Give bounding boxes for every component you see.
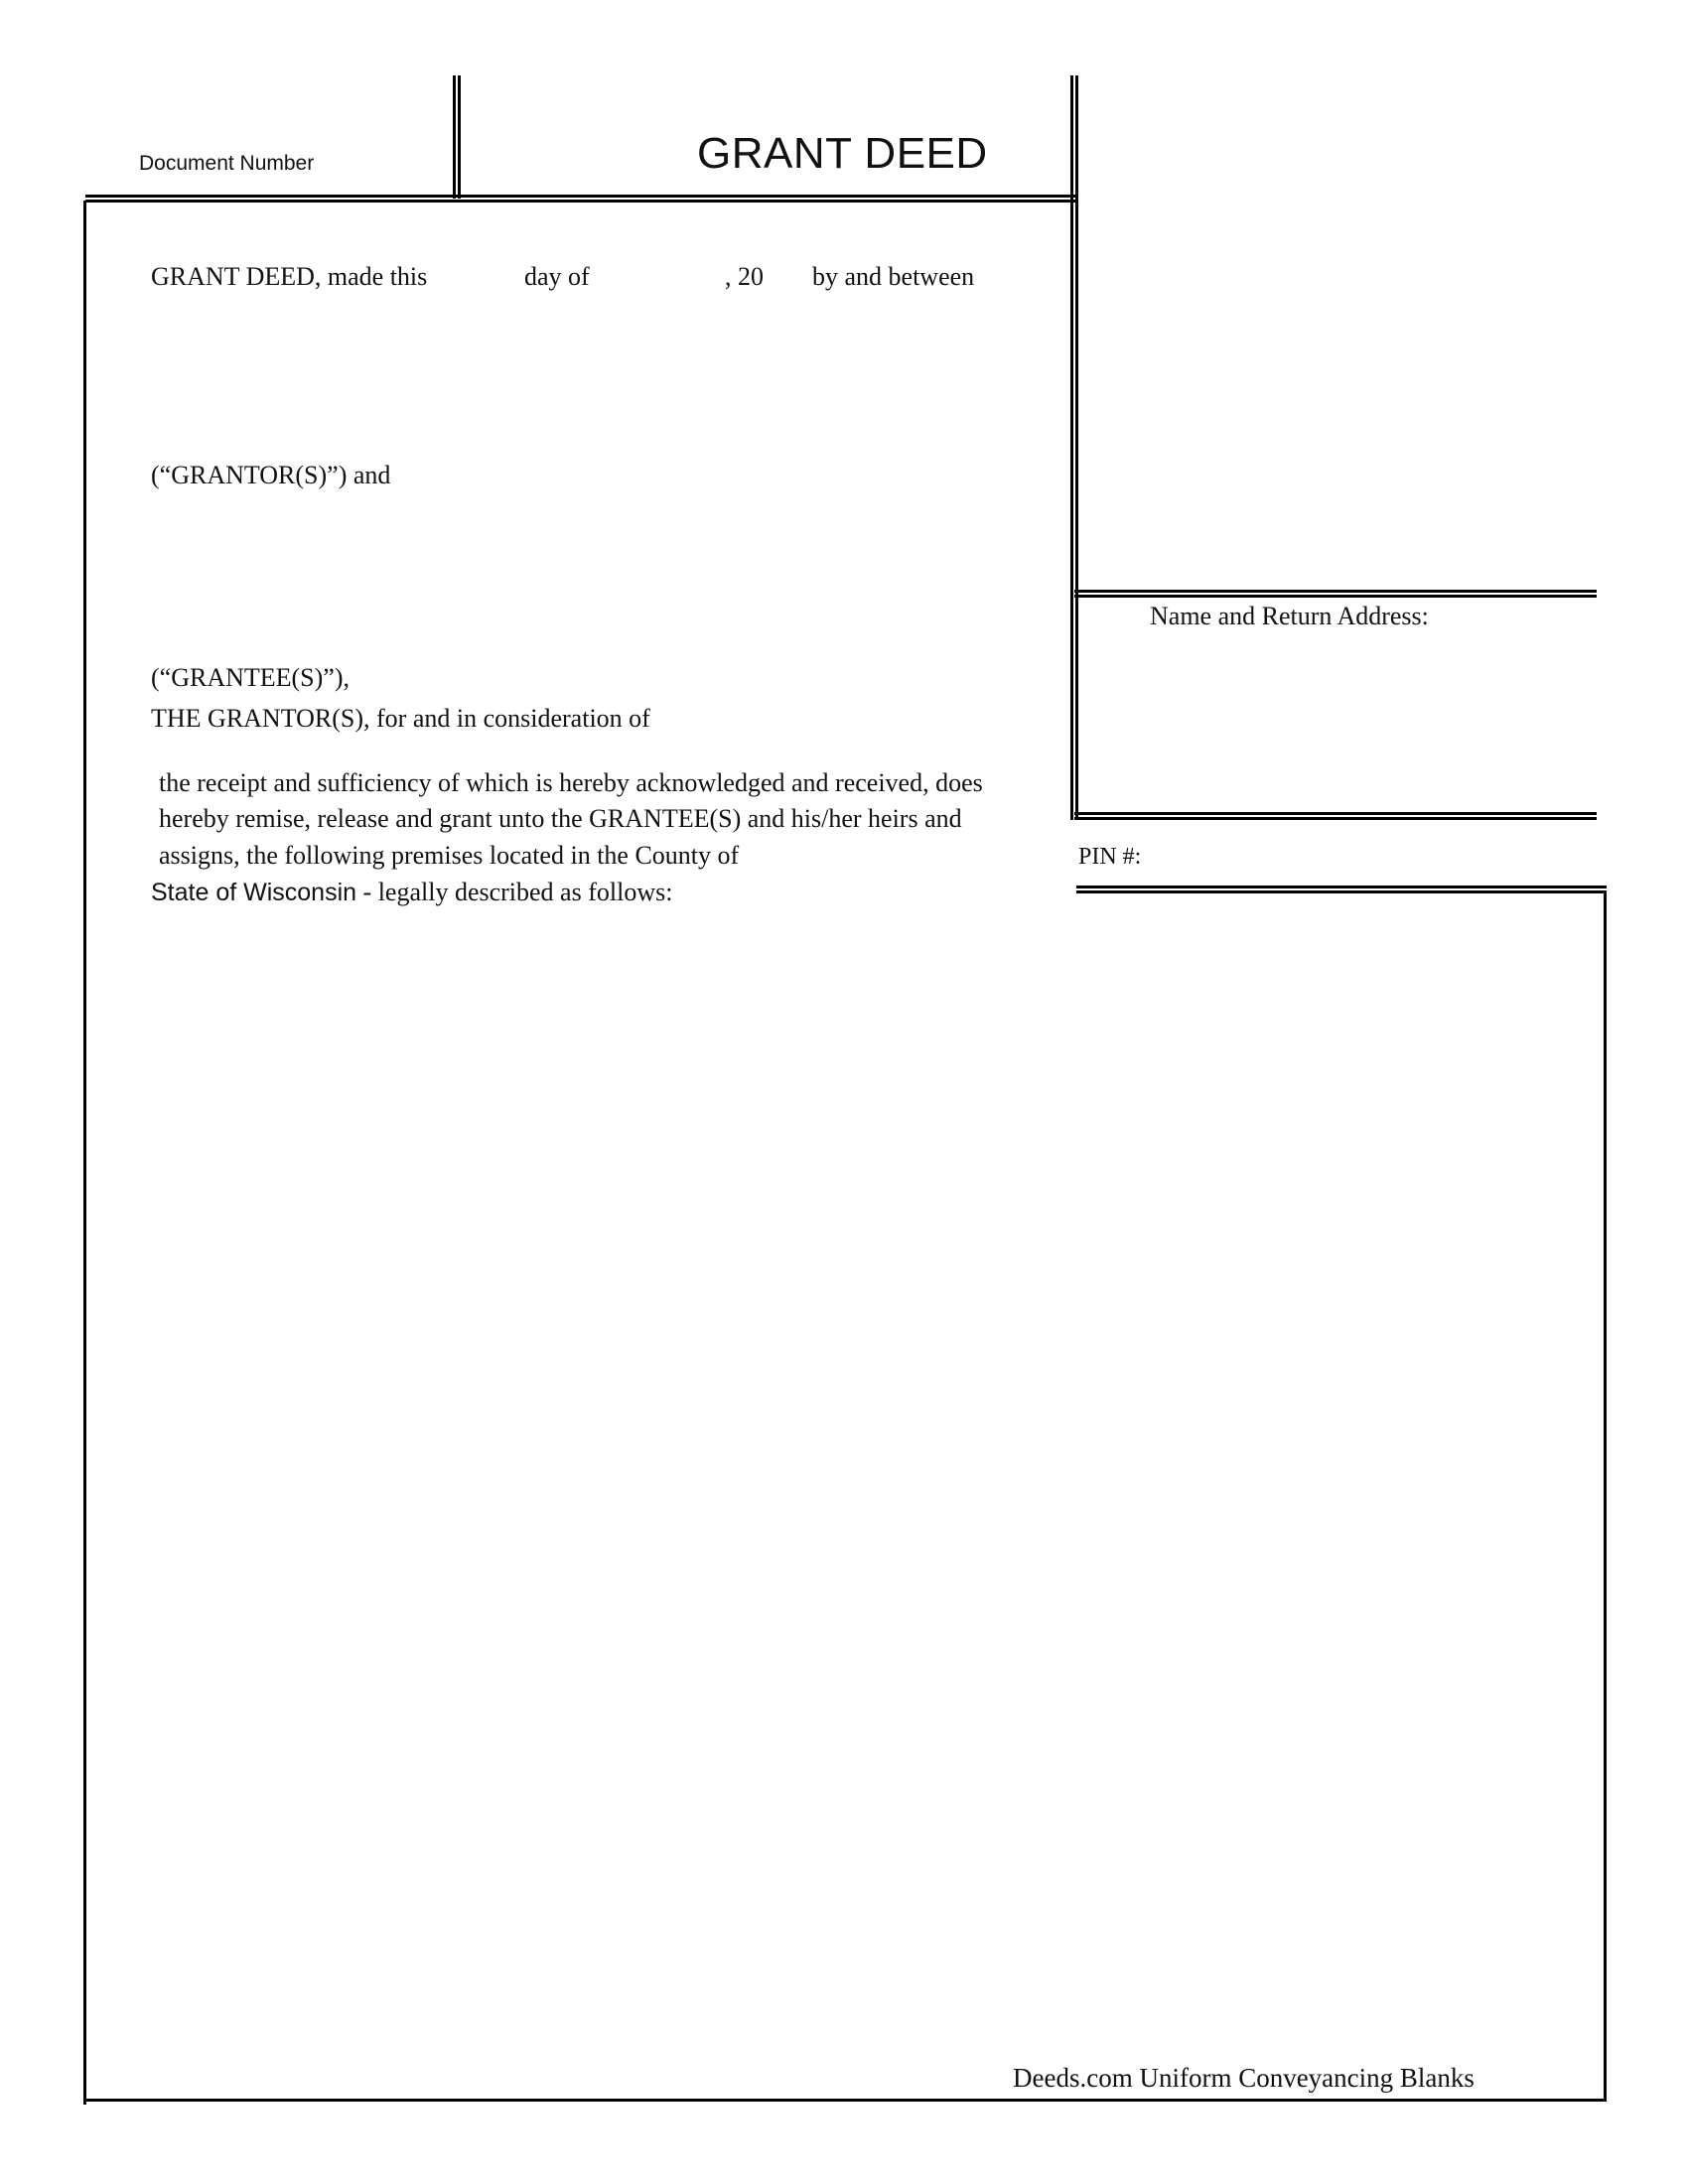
legal-description-text: - legally described as follows: [356,878,673,906]
pin-label: PIN #: [1078,844,1142,870]
grantor-label: (“GRANTOR(S)”) and [151,461,391,489]
form-left-border [83,201,86,2105]
by-and-between-text: by and between [812,262,975,291]
grantee-label: (“GRANTEE(S)”), [151,663,350,692]
return-address-label: Name and Return Address: [1150,602,1429,630]
made-this-text: GRANT DEED, made this [151,262,428,291]
header-left-divider [453,75,461,199]
right-column-divider [1070,75,1078,820]
legal-description-line [151,880,672,905]
return-address-top-rule [1074,590,1597,598]
consideration-text: THE GRANTOR(S), for and in consideration of [151,704,650,733]
header-bottom-rule [85,195,1076,203]
receipt-line-1: the receipt and sufficiency of which is hereby acknowledged and received, does [159,768,983,797]
receipt-line-3: assigns, the following premises located in the County of [159,841,740,870]
year-text: , 20 [725,262,764,291]
footer-text: Deeds.com Uniform Conveyancing Blanks [1013,2063,1475,2093]
state-text: State of Wisconsin [151,879,357,906]
form-bottom-border [83,2099,1607,2102]
receipt-line-2: hereby remise, release and grant unto the GRANTEE(S) and his/her heirs and [159,804,962,833]
page-title: GRANT DEED [697,129,988,178]
day-of-text: day of [524,262,590,291]
form-right-border [1604,891,1607,2102]
pin-bottom-rule [1076,886,1607,893]
return-address-bottom-rule [1074,812,1597,820]
document-number-label: Document Number [139,152,315,175]
